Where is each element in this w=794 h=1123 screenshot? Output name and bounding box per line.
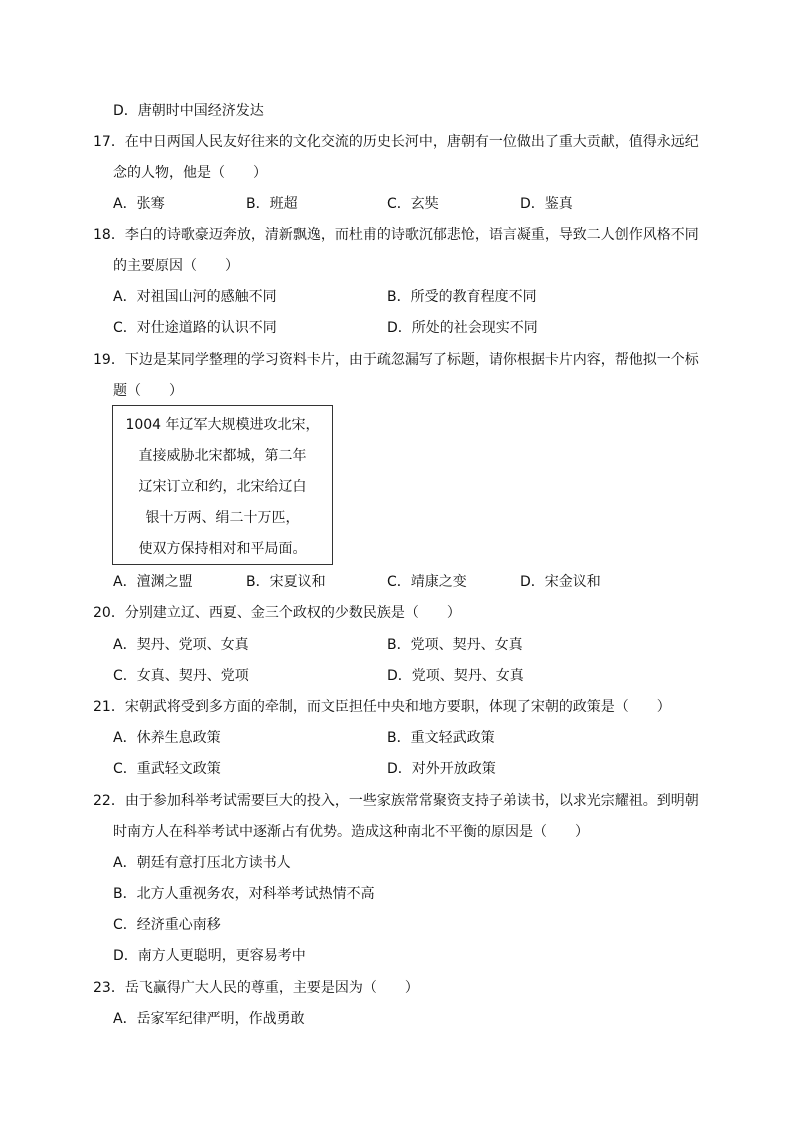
q20-option-a[interactable]: A．契丹、党项、女真 <box>113 637 249 653</box>
q18-option-a[interactable]: A．对祖国山河的感触不同 <box>113 289 277 305</box>
q17-option-c[interactable]: C．玄奘 <box>387 196 439 212</box>
q19-option-c[interactable]: C．靖康之变 <box>387 574 467 590</box>
q22-option-a[interactable]: A．朝廷有意打压北方读书人 <box>113 855 291 871</box>
q22-option-c[interactable]: C．经济重心南移 <box>113 917 221 933</box>
q19-stem-line1: 19．下边是某同学整理的学习资料卡片，由于疏忽漏写了标题，请你根据卡片内容，帮他拟一个标 <box>93 352 699 368</box>
q22-stem-line2: 时南方人在科举考试中逐渐占有优势。造成这种南北不平衡的原因是（ ） <box>113 824 589 840</box>
q19-stem-line2: 题（ ） <box>113 383 183 399</box>
q20-option-d[interactable]: D．党项、契丹、女真 <box>387 668 524 684</box>
q18-option-b[interactable]: B．所受的教育程度不同 <box>387 289 537 305</box>
q17-stem-line1: 17．在中日两国人民友好往来的文化交流的历史长河中，唐朝有一位做出了重大贡献，值得永远纪 <box>93 134 699 150</box>
q22-option-b[interactable]: B．北方人重视务农，对科举考试热情不高 <box>113 886 375 902</box>
q21-stem: 21．宋朝武将受到多方面的牵制，而文臣担任中央和地方要职，体现了宋朝的政策是（ ） <box>93 699 671 715</box>
q23-stem: 23．岳飞赢得广大人民的尊重，主要是因为（ ） <box>93 980 419 996</box>
q17-option-d[interactable]: D．鉴真 <box>520 196 573 212</box>
q19-option-a[interactable]: A．澶渊之盟 <box>113 574 193 590</box>
q18-stem-line2: 的主要原因（ ） <box>113 258 239 274</box>
q17-option-a[interactable]: A．张骞 <box>113 196 165 212</box>
q22-option-d[interactable]: D．南方人更聪明，更容易考中 <box>113 948 306 964</box>
q21-option-d[interactable]: D．对外开放政策 <box>387 761 496 777</box>
q17-option-b[interactable]: B．班超 <box>246 196 298 212</box>
q20-stem: 20．分别建立辽、西夏、金三个政权的少数民族是（ ） <box>93 605 461 621</box>
q21-option-c[interactable]: C．重武轻文政策 <box>113 761 221 777</box>
study-card-line: 1004 年辽军大规模进攻北宋， <box>125 417 320 433</box>
q20-option-b[interactable]: B．党项、契丹、女真 <box>387 637 523 653</box>
study-card-line: 银十万两、绢二十万匹， <box>145 510 300 526</box>
q20-option-c[interactable]: C．女真、契丹、党项 <box>113 668 249 684</box>
study-card-line: 使双方保持相对和平局面。 <box>138 541 307 557</box>
q19-option-b[interactable]: B．宋夏议和 <box>246 574 326 590</box>
q22-stem-line1: 22．由于参加科举考试需要巨大的投入，一些家族常常聚资支持子弟读书，以求光宗耀祖。到明朝 <box>93 793 699 809</box>
q21-option-b[interactable]: B．重文轻武政策 <box>387 730 495 746</box>
study-card-line: 辽宋订立和约，北宋给辽白 <box>138 479 307 495</box>
q23-option-a[interactable]: A．岳家军纪律严明，作战勇敢 <box>113 1011 305 1027</box>
study-card <box>112 405 333 565</box>
q17-stem-line2: 念的人物，他是（ ） <box>113 165 267 181</box>
q18-option-d[interactable]: D．所处的社会现实不同 <box>387 320 538 336</box>
q18-stem-line1: 18．李白的诗歌豪迈奔放，清新飘逸，而杜甫的诗歌沉郁悲怆，语言凝重，导致二人创作风格不同 <box>93 227 699 243</box>
study-card-line: 直接威胁北宋都城，第二年 <box>138 448 307 464</box>
q19-option-d[interactable]: D．宋金议和 <box>520 574 601 590</box>
q18-option-c[interactable]: C．对仕途道路的认识不同 <box>113 320 277 336</box>
q21-option-a[interactable]: A．休养生息政策 <box>113 730 221 746</box>
q16-option-d: D．唐朝时中国经济发达 <box>113 103 264 119</box>
